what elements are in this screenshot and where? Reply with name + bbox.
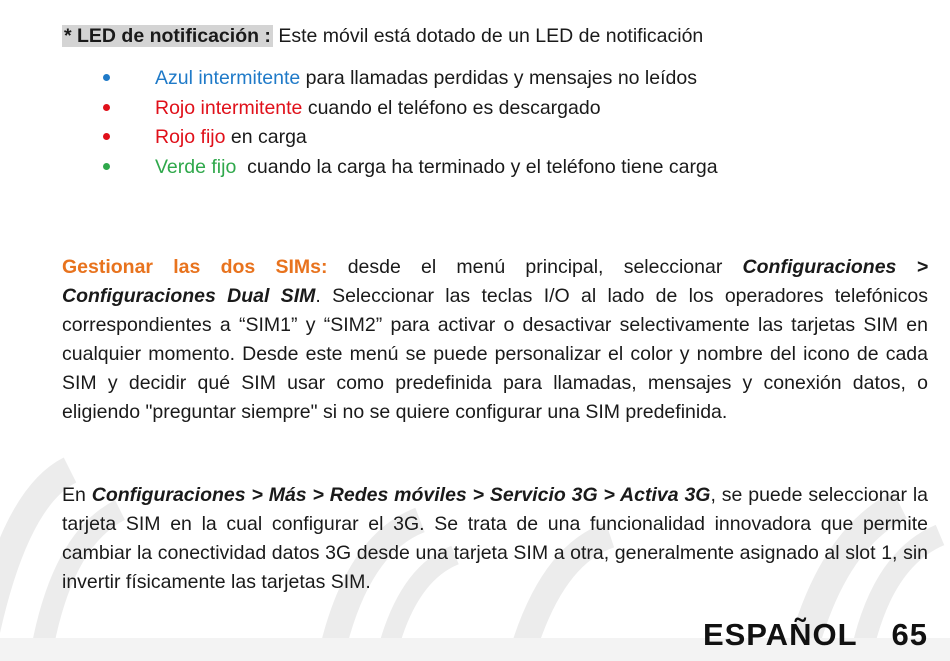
dual-sim-menu-path: Configuraciones > Configuraciones Dual SIM bbox=[62, 256, 929, 307]
bullet-icon bbox=[103, 133, 110, 140]
led-description: en carga bbox=[225, 126, 307, 148]
list-item bbox=[100, 64, 718, 94]
dual-sim-text1: desde el menú principal, seleccionar bbox=[327, 256, 743, 278]
sim-3g-text: , se puede seleccionar la tarjeta SIM en la cual configurar el 3G. Se trata de una funcionalidad innovadora que permite cambiar la conectividad datos 3G desde una tarjeta SIM a otra, generalmente asignado al slot 1, sin invertir físicamente las tarjetas SIM. bbox=[62, 484, 929, 593]
list-item bbox=[100, 94, 718, 124]
led-description: cuando el teléfono es descargado bbox=[302, 96, 601, 119]
page-footer bbox=[703, 617, 928, 653]
led-title: * LED de notificación : bbox=[64, 25, 271, 47]
led-description: cuando la carga ha terminado y el teléfono tiene carga bbox=[236, 155, 718, 178]
led-heading-line bbox=[62, 22, 703, 51]
sim-3g-paragraph bbox=[62, 481, 928, 597]
dual-sim-paragraph bbox=[62, 253, 928, 427]
list-item bbox=[100, 123, 718, 153]
led-color-label: Rojo fijo bbox=[155, 126, 226, 148]
led-color-label: Verde fijo bbox=[155, 155, 237, 178]
led-list bbox=[100, 64, 718, 182]
sim-3g-intro: En bbox=[62, 484, 92, 506]
dual-sim-text2: . Seleccionar las teclas I/O al lado de los operadores telefónicos correspondientes a “SIM1” y “SIM2” para activar o desactivar selectivamente las tarjetas SIM en cualquier momento. Desde este menú se puede personalizar el color y nombre del icono de cada SIM y decidir qué SIM usar como predefinida para llamadas, mensajes y conexión datos, o eligiendo "preguntar siempre" si no se quiere configurar una SIM predefinida. bbox=[62, 285, 928, 423]
bullet-icon bbox=[103, 104, 110, 111]
led-color-label: Rojo intermitente bbox=[155, 96, 303, 119]
sim-3g-menu-path: Configuraciones > Más > Redes móviles > Servicio 3G > Activa 3G bbox=[91, 484, 711, 506]
dual-sim-lead: Gestionar las dos SIMs: bbox=[62, 256, 328, 278]
list-item bbox=[100, 153, 718, 183]
led-description: para llamadas perdidas y mensajes no leídos bbox=[300, 67, 697, 89]
led-color-label: Azul intermitente bbox=[155, 67, 301, 89]
bullet-icon bbox=[103, 163, 110, 170]
footer-language: ESPAÑOL bbox=[702, 617, 858, 652]
page-number: 65 bbox=[891, 617, 928, 652]
led-intro-text: Este móvil está dotado de un LED de notificación bbox=[272, 25, 704, 47]
bullet-icon bbox=[103, 74, 110, 81]
